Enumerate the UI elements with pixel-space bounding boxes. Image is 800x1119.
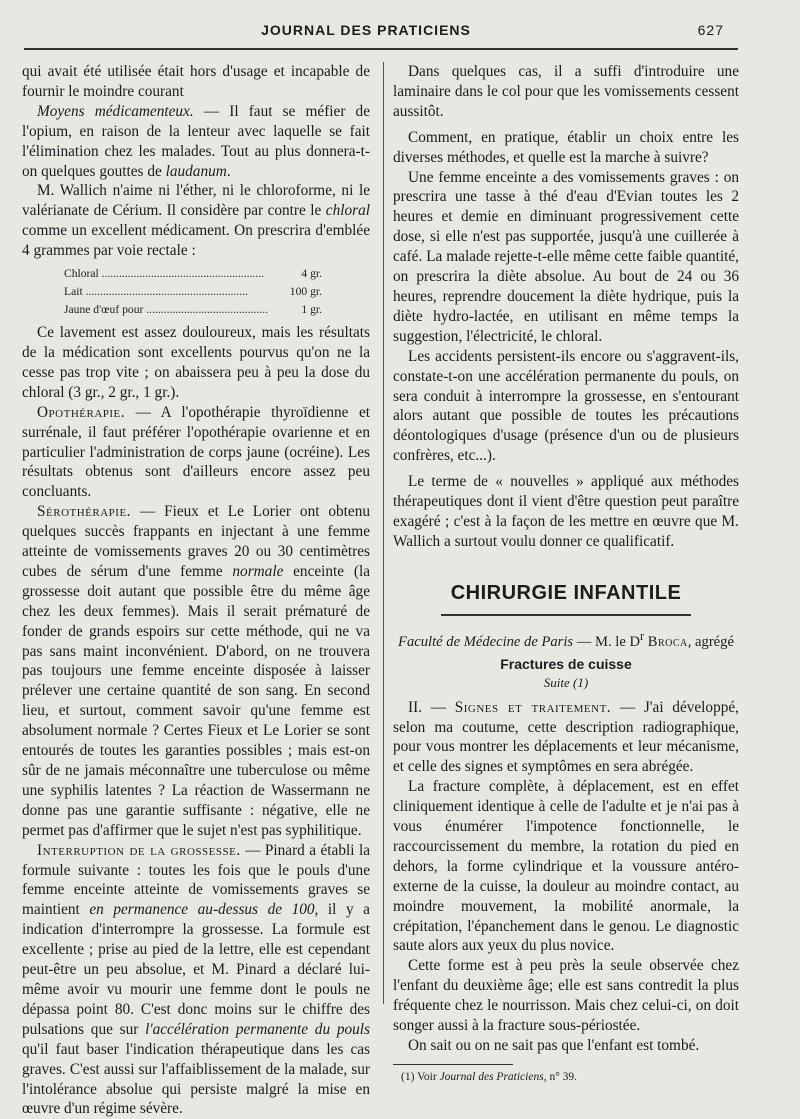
- prescription-line: Chloral ..... 4 gr.: [64, 265, 370, 283]
- page-header: [0, 22, 800, 46]
- footnote-rule: [393, 1064, 513, 1065]
- prescription-line: Jaune d'œuf pour ..... 1 gr.: [64, 301, 370, 319]
- left-column: [22, 62, 370, 1119]
- prescription-list: [64, 265, 370, 319]
- paragraph: Moyens médicamenteux. — Il faut se méfier de l'opium, en raison de la lenteur avec laquelle se fait l'élimination chez les malades. Tout au plus donnera-t-on quelques gouttes de laudanum.: [22, 102, 370, 180]
- page-number: 627: [697, 22, 724, 38]
- footnote: (1) Voir Journal des Praticiens, n° 39.: [401, 1070, 578, 1083]
- paragraph: Comment, en pratique, établir un choix entre les diverses méthodes, et quelle est la marche à suivre?: [393, 128, 739, 166]
- paragraph: Interruption de la grossesse. — Pinard a établi la formule suivante : toutes les fois que le pouls d'une femme enceinte atteinte de vomissements graves se maintient en permanence au-dessus de 100, il y a indication d'interrompre la grossesse. La formule est excellente ; prise au pied de la lettre, elle est cependant peut-être un peu absolue, et M. Pinard a déclaré lui-même avoir vu mourir une femme dont le pouls ne dépassa point 80. C'est donc moins sur le chiffre des pulsations que sur l'accélération permanente du pouls qu'il faut baser l'indication thérapeutique dans les cas graves. C'est aussi sur l'affaiblissement de la malade, sur l'intolérance absolue qui persiste malgré la mise en œuvre d'un régime sévère.: [22, 841, 370, 1118]
- prescription-line: Lait ..... 100 gr.: [64, 283, 370, 301]
- paragraph: Les accidents persistent-ils encore ou s'aggravent-ils, constate-t-on une accélération permanente du pouls, on sera conduit à interrompre la grossesse, en s'entourant alors autant que possible de toutes les précautions déontologiques d'usage (présence d'un ou de plusieurs confrères, etc...).: [393, 347, 739, 465]
- paragraph: Le terme de « nouvelles » appliqué aux méthodes thérapeutiques dont il vient d'être question peut paraître exagéré ; c'est à la façon de les mettre en œuvre que M. Wallich a surtout voulu donner ce qualificatif.: [393, 473, 739, 550]
- section-title: CHIRURGIE INFANTILE: [450, 581, 682, 604]
- section-lead: Sérothérapie.: [37, 503, 131, 521]
- right-column: [393, 62, 739, 1085]
- paragraph: M. Wallich n'aime ni l'éther, ni le chloroforme, ni le valérianate de Cérium. Il considère par contre le chloral comme un excellent médicament. On prescrira d'emblée 4 grammes par voie rectale :: [22, 182, 370, 260]
- paragraph: On sait ou on ne sait pas que l'enfant est tombé.: [408, 1037, 700, 1055]
- paragraph: Sérothérapie. — Fieux et Le Lorier ont obtenu quelques succès frappants en injectant à une femme atteinte de vomissements graves 20 ou 30 centimètres cubes de sérum d'une femme normale enceinte (la grossesse doit autant que possible être du même âge chez les deux femmes). Mais il serait prématuré de fonder de grands espoirs sur cette méthode, qui ne va pas sans maint inconvénient. D'abord, on ne trouvera pas toujours une femme enceinte disposée à laisser prélever une certaine quantité de son sang. En second lieu, et surtout, comment savoir qu'une femme est absolument normale ? Certes Fieux et Le Lorier se sont entourés de toutes les garanties possibles ; mais est-on sûr de ne jamais méconnaître une tuberculose ou même une syphilis latentes ? La réaction de Wassermann ne donne pas une garantie suffisante : négative, elle ne permet pas d'affirmer que le sujet n'est pas syphilitique.: [22, 503, 370, 839]
- paragraph: qui avait été utilisée était hors d'usage et incapable de fournir le moindre courant: [22, 63, 370, 100]
- continued-note: Suite (1): [543, 674, 589, 690]
- section-lead: Interruption de la grossesse.: [37, 841, 241, 859]
- section-lead: Moyens médicamenteux.: [37, 102, 194, 120]
- paragraph: Opothérapie. — A l'opothérapie thyroïdienne et surrénale, il faut préférer l'opothérapie ovarienne et en particulier l'administration de corps jaune (ocréine). Les résultats obtenus sont d'ailleurs encore assez peu concluants.: [22, 403, 370, 501]
- journal-title: JOURNAL DES PRATICIENS: [261, 22, 471, 38]
- lecture-title: Fractures de cuisse: [500, 655, 632, 672]
- column-divider: [383, 62, 384, 1004]
- paragraph: Une femme enceinte a des vomissements graves : on prescrira une tasse à thé d'eau d'Evian toutes les 2 heures et demie en diminuant progressivement cette dose, si elle n'est pas supportée, jusqu'à une cuillerée à café. La malade rejette-t-elle même cette faible quantité, on prescrira la diète absolue. Au bout de 24 ou 36 heures, reprendre doucement la diète hydrique, puis la diète hydro-lactée, en utilisant en même temps la suggestion, l'électricité, le chloral.: [393, 168, 739, 345]
- lecture-byline: Faculté de Médecine de Paris — M. le $D^r$ Broca, agrégé: [398, 628, 734, 650]
- paragraph: Cette forme est à peu près la seule observée chez l'enfant du deuxième âge; elle est sans contredit la plus fréquente chez le nourrisson. Mais chez celui-ci, on doit songer aussi à la fracture sous-périostée.: [393, 957, 739, 1035]
- paragraph: La fracture complète, à déplacement, est en effet cliniquement identique à celle de l'adulte et je n'ai pas à vous énumérer l'impotence fonctionnelle, le raccourcissement du membre, la rotation du pied en dehors, la forme cylindrique et la voussure antéro-externe de la cuisse, la douleur au moindre contact, au moindre mouvement, la mobilité anormale, la crépitation, l'épanchement dans le genou. Le diagnostic saute alors aux yeux du plus novice.: [393, 778, 739, 955]
- section-lead: Signes et traitement.: [454, 698, 612, 716]
- paragraph: Dans quelques cas, il a suffi d'introduire une laminaire dans le col pour que les vomissements cessent aussitôt.: [393, 63, 739, 120]
- paragraph: II. — Signes et traitement. — J'ai développé, selon ma coutume, cette description radiographique, pour vous montrer les déplacements et leur mécanisme, et celle des signes et symptômes en sera abrégée.: [393, 698, 739, 776]
- section-lead: Opothérapie.: [37, 403, 126, 421]
- header-rule: [24, 48, 738, 50]
- section-title-rule: [441, 614, 691, 616]
- paragraph: Ce lavement est assez douloureux, mais les résultats de la médication sont excellents pourvus qu'on ne la cesse pas trop vite ; on abaissera peu à peu la dose du chloral (3 gr., 2 gr., 1 gr.).: [22, 324, 370, 401]
